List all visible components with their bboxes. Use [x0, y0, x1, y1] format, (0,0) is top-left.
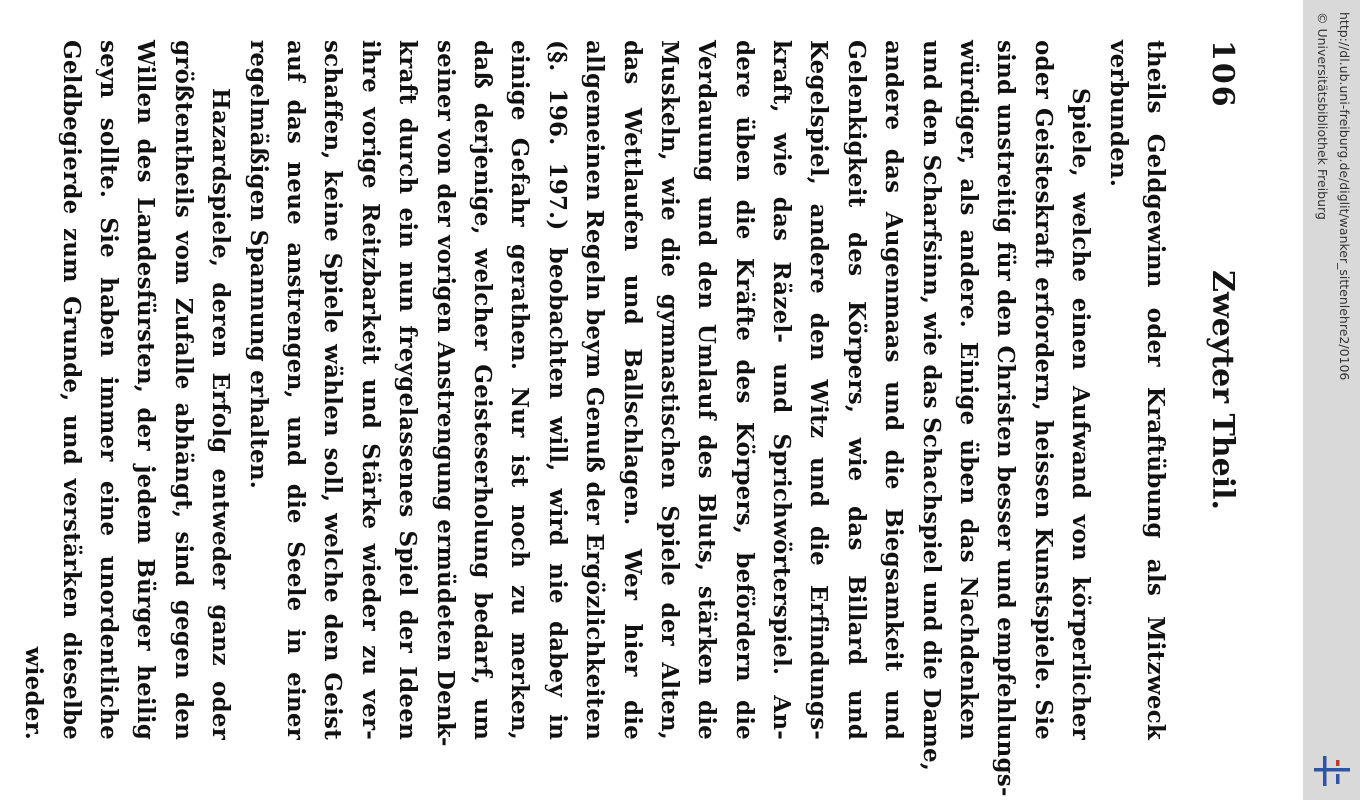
text-line: Geldbegierde zum Grunde, und verstärken dieselbe [57, 40, 85, 740]
permalink-url[interactable]: http://dl.ub.uni-freiburg.de/diglit/wanker_sittenlehre2/0106 [1337, 12, 1352, 381]
text-line: seiner von der vorigen Anstrengung ermüdeten Denk- [431, 40, 459, 747]
side-bar [1303, 0, 1360, 800]
text-line: daß derjenige, welcher Geisteserholung bedarf, um [468, 40, 496, 740]
text-line: regelmäßigen Spannung erhalten. [244, 40, 272, 489]
text-line: das Wettlaufen und Ballschlagen. Wer hier die [618, 40, 646, 740]
logo-svg [1312, 750, 1352, 790]
page-number: 106 [1205, 40, 1240, 109]
text-line: (§. 196. 197.) beobachten will, wird nie dabey in [543, 40, 571, 740]
text-line: auf das neue anstrengen, und die Seele in einer [282, 40, 310, 740]
text-line: theils Geldgewinn oder Kraftübung als Mitzweck [1142, 40, 1169, 740]
text-line: schaffen, keine Spiele wählen soll, welche den Geist [319, 40, 347, 740]
text-line: dere üben die Kräfte des Körpers, befördern die [730, 40, 758, 740]
ub-freiburg-logo-icon[interactable] [1312, 750, 1352, 790]
running-head: Zweyter Theil. [1205, 270, 1240, 510]
text-line: seyn sollte. Sie haben immer eine unordentliche [95, 40, 123, 740]
text-line: kraft, wie das Räzel- und Sprichwörterspiel. An- [768, 40, 796, 740]
text-line: Muskeln, wie die gymnastischen Spiele der Alten, [655, 40, 683, 740]
text-line: Willen des Landesfürsten, der jedem Bürger heilig [132, 40, 160, 740]
text-line: sind unstreitig für den Christen besser und empfehlungs- [992, 40, 1020, 797]
text-line: Spiele, welche einen Aufwand von körperlicher [1067, 88, 1095, 740]
copyright-notice: © Universitätsbibliothek Freiburg [1315, 12, 1330, 220]
text-line: andere das Augenmaas und die Biegsamkeit und [880, 40, 908, 740]
text-line: größtentheils vom Zufalle abhängt, sind gegen den [169, 40, 197, 740]
text-line: Verdauung und den Umlauf des Bluts, stärken die [693, 40, 721, 740]
text-line: verbunden. [1104, 40, 1132, 188]
text-line: einige Gefahr gerathen. Nur ist noch zu merken, [506, 40, 534, 740]
text-line: und den Scharfsinn, wie das Schachspiel und die Dame, [917, 40, 945, 772]
text-line: Kegelspiel, andere den Witz und die Erfindungs- [805, 40, 833, 740]
text-line: ihre vorige Reitzbarkeit und Stärke wieder zu ver- [356, 40, 384, 740]
text-line: allgemeinen Regeln beym Genuß der Ergözlichkeiten [581, 40, 609, 740]
side-bar-text [1303, 0, 1360, 800]
text-line: kraft durch ein nun freygelassenes Spiel der Ideen [394, 40, 422, 740]
text-line: würdiger, als andere. Einige üben das Nachdenken [955, 40, 983, 740]
text-line: oder Geisteskraft erfordern, heissen Kunstspiele. Sie [1029, 40, 1057, 740]
text-line: Hazardspiele, deren Erfolg entweder ganz oder [207, 88, 235, 740]
page-header [1196, 40, 1240, 740]
text-line: Gelenkigkeit des Körpers, wie das Billard und [842, 40, 870, 740]
scanned-page-text [20, 40, 1240, 797]
text-line: wieder. [20, 646, 48, 740]
text-lines [15, 40, 1174, 797]
